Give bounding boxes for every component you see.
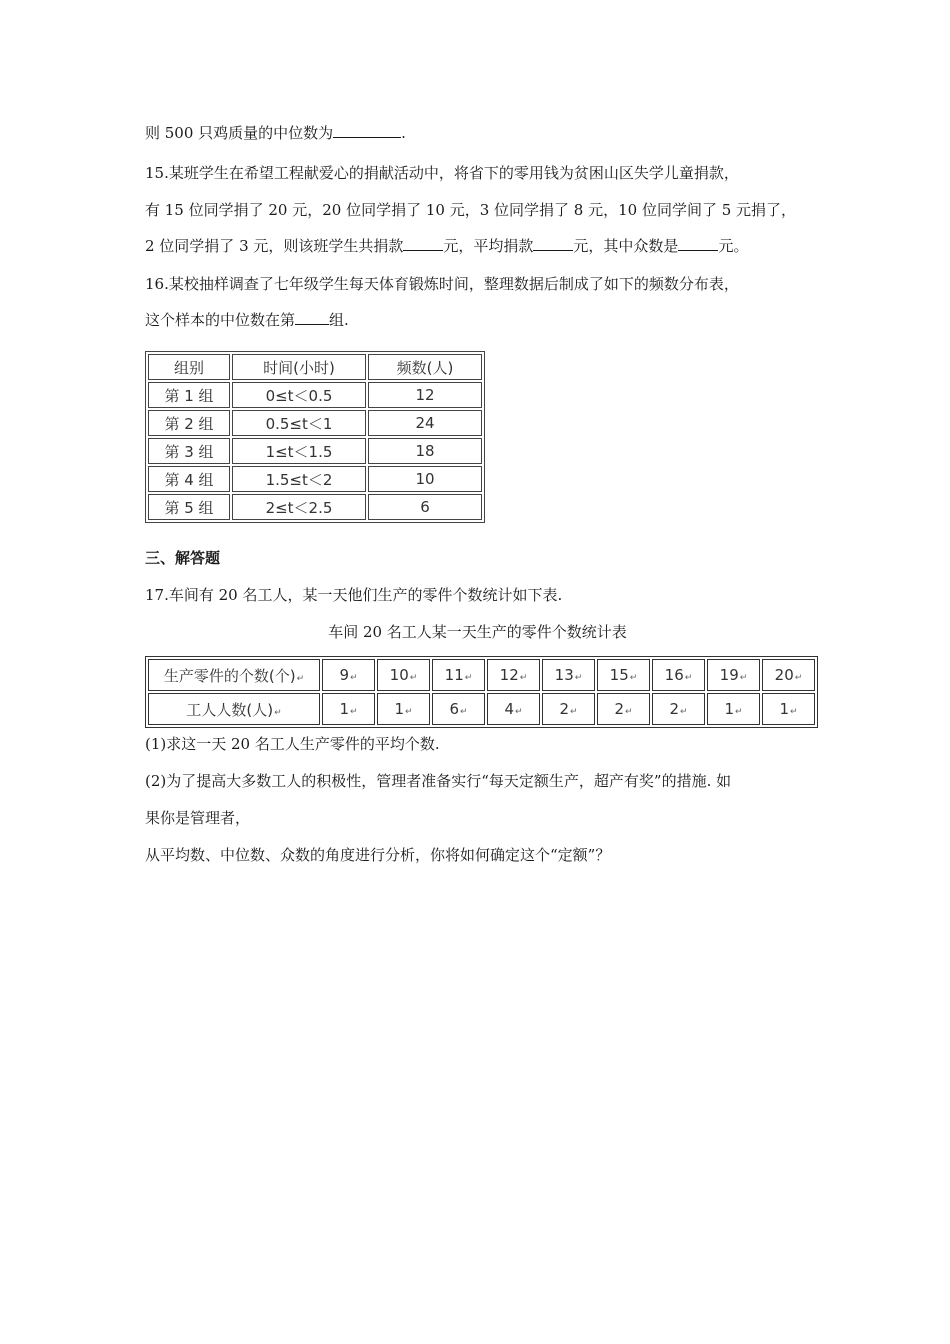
return-mark-icon: ↵ (735, 707, 743, 717)
q16-text-a: 这个样本的中位数在第 (145, 311, 296, 329)
cell-value: 6 (449, 700, 459, 718)
table-cell (322, 693, 375, 725)
cell-value: 2 (614, 700, 624, 718)
table-cell: 6 (368, 494, 482, 520)
table-cell (432, 693, 485, 725)
table-cell: 第 2 组 (148, 410, 230, 436)
table-cell (322, 659, 375, 691)
table-row (148, 659, 815, 691)
q17-intro: 17.车间有 20 名工人，某一天他们生产的零件个数统计如下表. (145, 586, 563, 604)
table-cell (487, 693, 540, 725)
q14-tail-suffix: . (401, 124, 406, 142)
row-label-cell (148, 693, 320, 725)
table-cell (542, 693, 595, 725)
frequency-table (145, 351, 485, 523)
q17-part-2-line-3: 从平均数、中位数、众数的角度进行分析，你将如何确定这个“定额”？ (145, 846, 611, 864)
table-cell: 第 3 组 (148, 438, 230, 464)
q14-tail-text: 则 500 只鸡质量的中位数为 (145, 124, 334, 142)
table-cell: 第 4 组 (148, 466, 230, 492)
return-mark-icon: ↵ (574, 673, 583, 683)
table-header-row (148, 354, 482, 380)
table-cell (652, 693, 705, 725)
return-mark-icon: ↵ (794, 673, 803, 683)
table-row (148, 382, 482, 408)
table-header-cell: 频数(人) (368, 354, 482, 380)
cell-value: 4 (504, 700, 514, 718)
q15-text-b: 元，平均捐款 (443, 237, 534, 255)
return-mark-icon: ↵ (629, 673, 638, 683)
q17-part-1: (1)求这一天 20 名工人生产零件的平均个数. (145, 735, 440, 753)
answer-blank (533, 236, 573, 251)
cell-value: 19 (719, 666, 739, 684)
table-row (148, 410, 482, 436)
table-cell (432, 659, 485, 691)
return-mark-icon: ↵ (790, 707, 798, 717)
q16-line-1: 16.某校抽样调查了七年级学生每天体育锻炼时间，整理数据后制成了如下的频数分布表， (145, 275, 739, 293)
q15-line-3 (145, 236, 748, 256)
table-cell (652, 659, 705, 691)
q14-tail-line (145, 123, 406, 143)
answer-blank (678, 236, 718, 251)
table-cell: 0≤t＜0.5 (232, 382, 366, 408)
table-cell (487, 659, 540, 691)
production-table (145, 656, 818, 728)
cell-value: 1 (779, 700, 789, 718)
return-mark-icon: ↵ (625, 707, 633, 717)
table-cell: 24 (368, 410, 482, 436)
table-cell (707, 693, 760, 725)
return-mark-icon: ↵ (409, 673, 418, 683)
q15-text-d: 元。 (718, 237, 749, 255)
row-label-cell (148, 659, 320, 691)
table-cell (542, 659, 595, 691)
cell-value: 2 (669, 700, 679, 718)
cell-value: 9 (339, 666, 349, 684)
q15-text-a: 2 位同学捐了 3 元，则该班学生共捐款 (145, 237, 404, 255)
table-row (148, 466, 482, 492)
cell-value: 2 (559, 700, 569, 718)
table-cell (597, 693, 650, 725)
q16-line-2 (145, 310, 349, 330)
table-cell: 0.5≤t＜1 (232, 410, 366, 436)
return-mark-icon: ↵ (274, 707, 282, 718)
table-cell: 1≤t＜1.5 (232, 438, 366, 464)
table-cell (707, 659, 760, 691)
return-mark-icon: ↵ (350, 673, 358, 683)
table-cell: 10 (368, 466, 482, 492)
return-mark-icon: ↵ (739, 673, 748, 683)
cell-value: 10 (389, 666, 409, 684)
cell-value: 12 (499, 666, 519, 684)
table-header-cell: 组别 (148, 354, 230, 380)
return-mark-icon: ↵ (680, 707, 688, 717)
row-label: 生产零件的个数(个) (163, 666, 296, 685)
cell-value: 1 (724, 700, 734, 718)
table-cell: 1.5≤t＜2 (232, 466, 366, 492)
return-mark-icon: ↵ (296, 673, 305, 684)
table-cell (377, 693, 430, 725)
answer-blank (295, 310, 329, 325)
table-cell: 第 1 组 (148, 382, 230, 408)
q15-line-2: 有 15 位同学捐了 20 元，20 位同学捐了 10 元，3 位同学捐了 8 元，10 位同学间了 5 元捐了， (145, 201, 797, 219)
table-cell (377, 659, 430, 691)
table-caption: 车间 20 名工人某一天生产的零件个数统计表 (328, 623, 627, 641)
cell-value: 15 (609, 666, 629, 684)
table-header-cell: 时间(小时) (232, 354, 366, 380)
table-cell (762, 659, 815, 691)
table-cell: 18 (368, 438, 482, 464)
return-mark-icon: ↵ (515, 707, 523, 717)
q15-line-1: 15.某班学生在希望工程献爱心的捐献活动中，将省下的零用钱为贫困山区失学儿童捐款， (145, 164, 739, 182)
table-row (148, 494, 482, 520)
return-mark-icon: ↵ (460, 707, 468, 717)
return-mark-icon: ↵ (519, 673, 528, 683)
cell-value: 20 (774, 666, 794, 684)
q16-text-b: 组. (329, 311, 349, 329)
answer-blank (403, 236, 443, 251)
return-mark-icon: ↵ (464, 673, 473, 683)
return-mark-icon: ↵ (570, 707, 578, 717)
table-cell: 2≤t＜2.5 (232, 494, 366, 520)
return-mark-icon: ↵ (350, 707, 358, 717)
cell-value: 13 (554, 666, 574, 684)
table-row (148, 438, 482, 464)
table-cell (762, 693, 815, 725)
cell-value: 11 (444, 666, 464, 684)
table-row (148, 693, 815, 725)
q17-part-2-line-2: 果你是管理者， (145, 809, 251, 827)
return-mark-icon: ↵ (684, 673, 693, 683)
q17-part-2-line-1: (2)为了提高大多数工人的积极性，管理者准备实行“每天定额生产，超产有奖”的措施. 如 (145, 772, 732, 790)
cell-value: 1 (394, 700, 404, 718)
table-cell: 12 (368, 382, 482, 408)
table-cell (597, 659, 650, 691)
answer-blank (333, 123, 401, 138)
row-label: 工人人数(人) (186, 700, 274, 719)
cell-value: 16 (664, 666, 684, 684)
cell-value: 1 (339, 700, 349, 718)
section-heading: 三、解答题 (145, 549, 221, 567)
q15-text-c: 元，其中众数是 (573, 237, 679, 255)
table-cell: 第 5 组 (148, 494, 230, 520)
return-mark-icon: ↵ (405, 707, 413, 717)
